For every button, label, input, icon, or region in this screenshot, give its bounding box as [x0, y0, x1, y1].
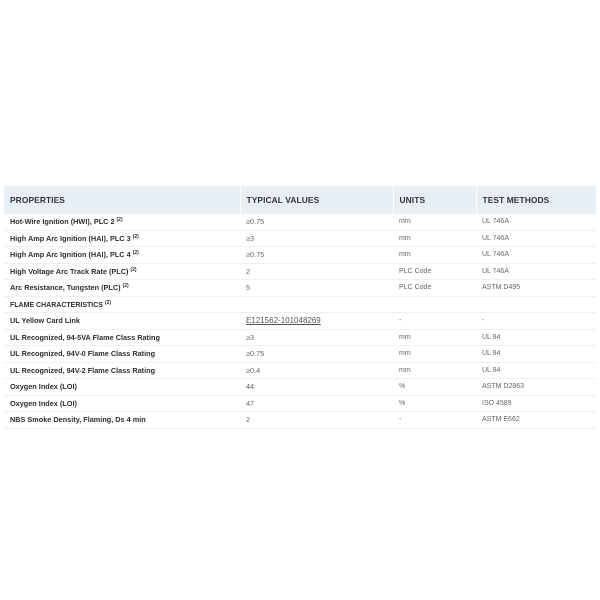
- header-typical-values: TYPICAL VALUES: [240, 186, 393, 214]
- footnote-marker: (2): [132, 250, 139, 257]
- header-test-methods: TEST METHODS: [482, 195, 550, 205]
- method-cell: -: [476, 313, 596, 330]
- table-row: [4, 379, 596, 396]
- header-properties: PROPERTIES: [4, 186, 240, 214]
- unit-cell: mm: [393, 214, 476, 230]
- property-cell: [4, 214, 240, 230]
- unit-cell: PLC Code: [393, 263, 476, 280]
- value-cell: ≥0.75: [240, 346, 393, 363]
- method-cell: UL 746A: [476, 230, 596, 247]
- table-row: [4, 280, 596, 297]
- property-cell: UL Recognized, 94V-0 Flame Class Rating: [4, 346, 240, 363]
- unit-cell: mm: [393, 362, 476, 379]
- unit-cell: mm: [393, 329, 476, 346]
- footnote-marker: (2): [130, 266, 137, 273]
- property-cell: [4, 263, 240, 280]
- method-cell: ASTM D495: [476, 280, 596, 297]
- table-row: [4, 214, 596, 230]
- properties-table: [4, 186, 596, 429]
- value-cell: ≥0.75: [240, 214, 393, 230]
- value-cell: 44: [240, 379, 393, 396]
- method-cell: UL 94: [476, 329, 596, 346]
- property-cell: Oxygen Index (LOI): [4, 395, 240, 412]
- method-cell: UL 746A: [476, 214, 596, 230]
- value-cell: ≥0.4: [240, 362, 393, 379]
- property-name: High Voltage Arc Track Rate (PLC): [10, 266, 129, 276]
- property-cell: [4, 280, 240, 297]
- value-cell: 2: [240, 263, 393, 280]
- property-cell: [4, 247, 240, 264]
- header-units: UNITS: [393, 186, 476, 214]
- method-cell: ASTM D2863: [476, 379, 596, 396]
- table-row: [4, 412, 596, 429]
- property-cell: NBS Smoke Density, Flaming, Ds 4 min: [4, 412, 240, 429]
- table-row: [4, 313, 596, 330]
- value-cell: ≥3: [240, 230, 393, 247]
- value-cell: 2: [240, 412, 393, 429]
- property-cell: UL Yellow Card Link: [4, 313, 240, 330]
- value-cell: ≥3: [240, 329, 393, 346]
- property-name: Arc Resistance, Tungsten (PLC): [10, 283, 121, 293]
- method-cell: UL 94: [476, 346, 596, 363]
- footnote-marker: (2): [104, 299, 112, 306]
- unit-cell: %: [393, 395, 476, 412]
- property-cell: UL Recognized, 94-5VA Flame Class Rating: [4, 329, 240, 346]
- table-header: [4, 186, 596, 214]
- property-name: Hot-Wire Ignition (HWI), PLC 2: [10, 217, 115, 227]
- method-cell: ASTM E662: [476, 412, 596, 429]
- table-row: [4, 247, 596, 264]
- properties-table-container: [4, 186, 596, 429]
- section-title: FLAME CHARACTERISTICS: [10, 301, 103, 309]
- table-row: [4, 230, 596, 247]
- property-name: High Amp Arc Ignition (HAI), PLC 3: [10, 233, 131, 243]
- property-cell: UL Recognized, 94V-2 Flame Class Rating: [4, 362, 240, 379]
- value-cell: [240, 313, 393, 330]
- header-row: [4, 186, 596, 214]
- unit-cell: mm: [393, 230, 476, 247]
- method-cell: UL 746A: [476, 247, 596, 264]
- section-header-row: [4, 296, 596, 313]
- section-title-cell: [4, 296, 596, 313]
- table-row: [4, 329, 596, 346]
- method-cell: UL 746A: [476, 263, 596, 280]
- unit-cell: -: [393, 412, 476, 429]
- table-row: [4, 395, 596, 412]
- value-cell: 47: [240, 395, 393, 412]
- unit-cell: PLC Code: [393, 280, 476, 297]
- method-cell: UL 94: [476, 362, 596, 379]
- unit-cell: -: [393, 313, 476, 330]
- unit-cell: mm: [393, 346, 476, 363]
- property-cell: [4, 230, 240, 247]
- table-row: [4, 263, 596, 280]
- footnote-marker: (2): [116, 217, 123, 224]
- property-name: High Amp Arc Ignition (HAI), PLC 4: [10, 250, 131, 260]
- unit-cell: mm: [393, 247, 476, 264]
- yellow-card-link[interactable]: E121562-101048269: [246, 316, 321, 326]
- value-cell: 5: [240, 280, 393, 297]
- unit-cell: %: [393, 379, 476, 396]
- value-cell: ≥0.75: [240, 247, 393, 264]
- footnote-marker: (2): [132, 233, 139, 240]
- table-body: [4, 214, 596, 428]
- table-row: [4, 346, 596, 363]
- property-cell: Oxygen Index (LOI): [4, 379, 240, 396]
- table-row: [4, 362, 596, 379]
- method-cell: ISO 4589: [476, 395, 596, 412]
- footnote-marker: (2): [122, 283, 129, 290]
